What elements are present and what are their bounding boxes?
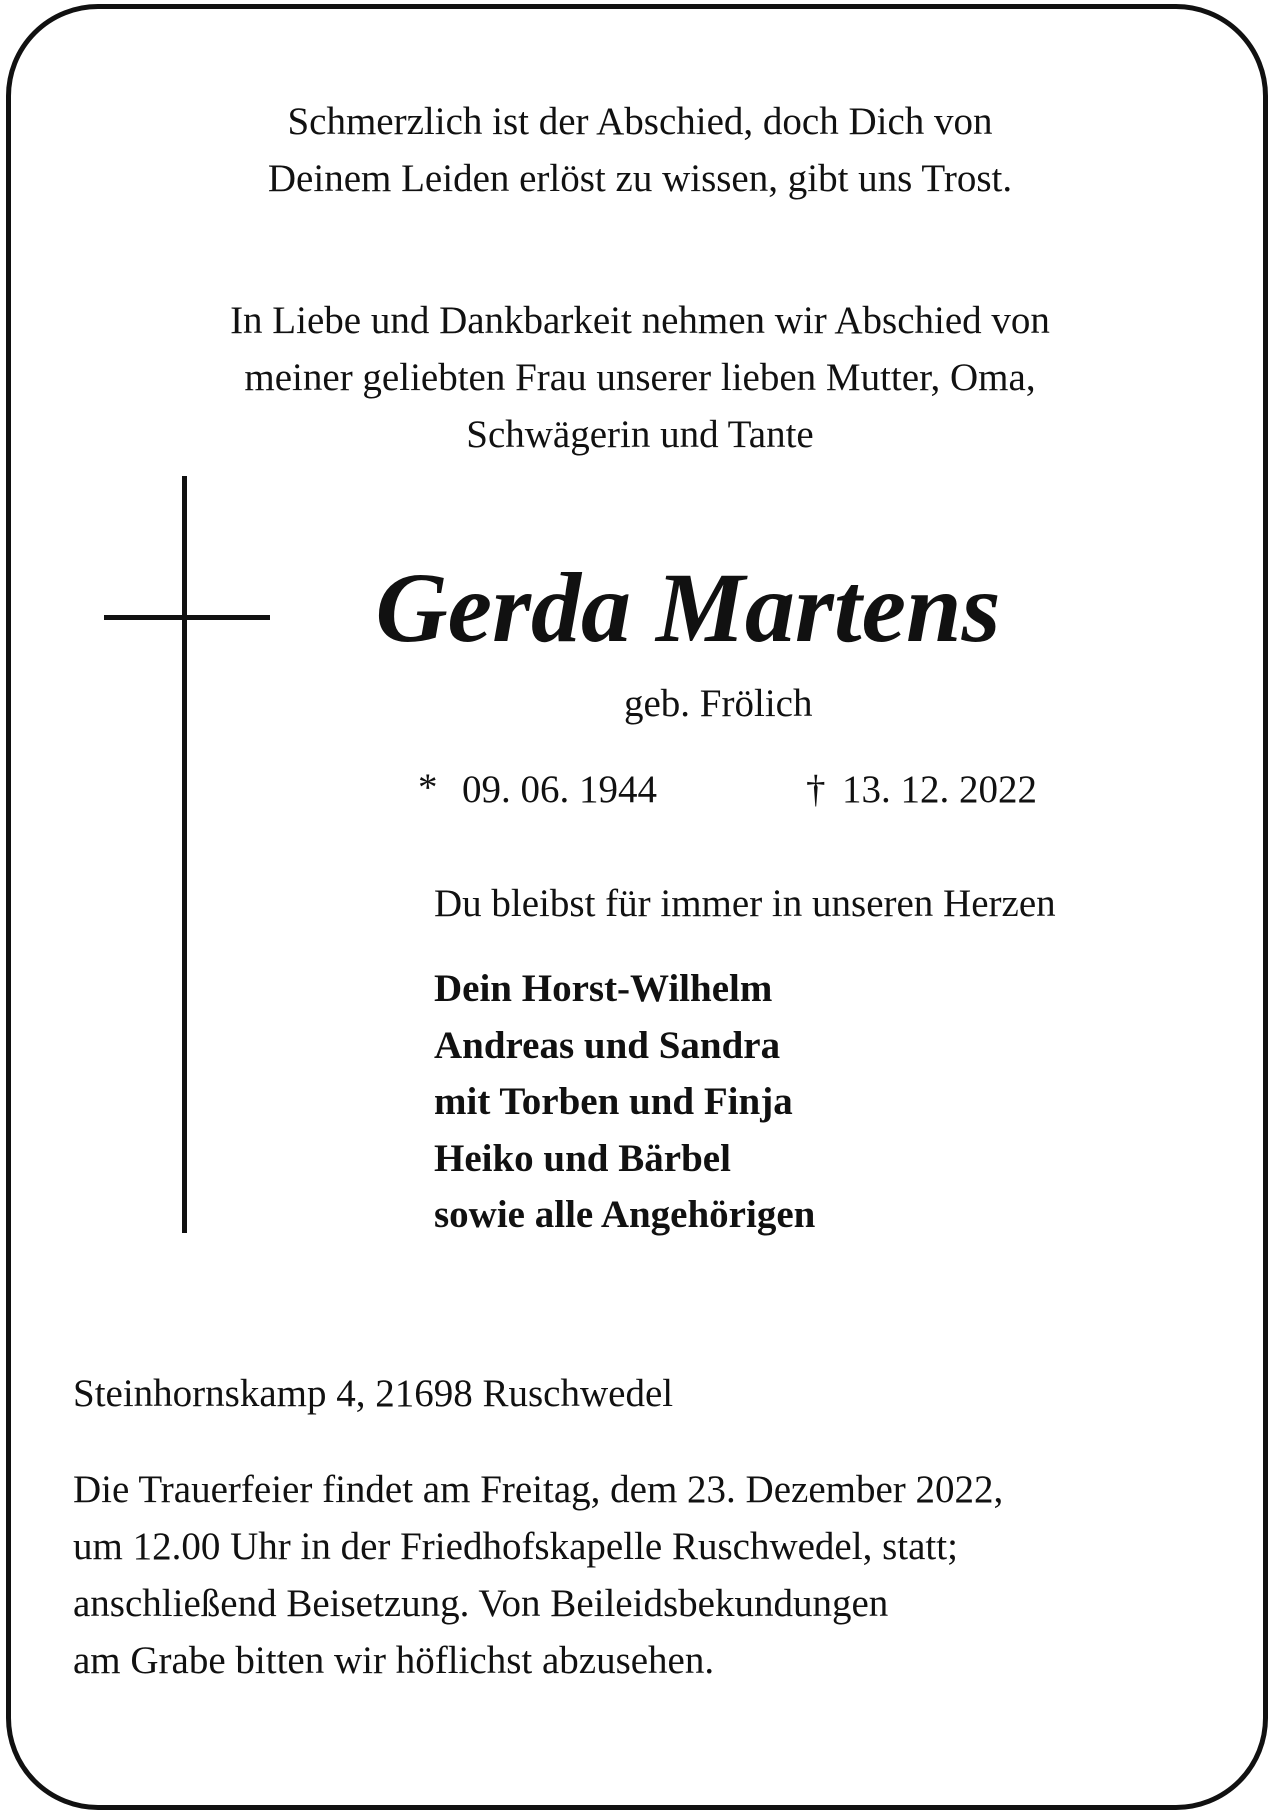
birth-mark: * bbox=[418, 766, 438, 809]
farewell-line-2: meiner geliebten Frau unserer lieben Mutter, Oma, bbox=[244, 356, 1036, 399]
deceased-name: Gerda Martens bbox=[375, 552, 1001, 663]
intro-line-2: Deinem Leiden erlöst zu wissen, gibt uns Trost. bbox=[267, 157, 1013, 200]
address: Steinhornskamp 4, 21698 Ruschwedel bbox=[73, 1372, 674, 1415]
funeral-info-line: anschließend Beisetzung. Von Beileidsbekundungen bbox=[73, 1582, 889, 1625]
funeral-info-line: Die Trauerfeier findet am Freitag, dem 23. Dezember 2022, bbox=[73, 1468, 1004, 1511]
death-date: 13. 12. 2022 bbox=[842, 768, 1037, 811]
funeral-info-line: um 12.00 Uhr in der Friedhofskapelle Ruschwedel, statt; bbox=[73, 1525, 958, 1568]
mourner-line: Dein Horst-Wilhelm bbox=[434, 967, 773, 1010]
mourner-line: Heiko und Bärbel bbox=[434, 1137, 731, 1180]
mourner-line: mit Torben und Finja bbox=[434, 1080, 793, 1123]
death-mark: † bbox=[806, 768, 826, 811]
motto: Du bleibst für immer in unseren Herzen bbox=[434, 882, 1056, 925]
farewell-line-3: Schwägerin und Tante bbox=[466, 413, 814, 456]
maiden-name: geb. Frölich bbox=[624, 682, 813, 725]
mourner-line: Andreas und Sandra bbox=[434, 1024, 781, 1067]
mourner-line: sowie alle Angehörigen bbox=[434, 1193, 816, 1236]
funeral-info-line: am Grabe bitten wir höflichst abzusehen. bbox=[73, 1639, 715, 1682]
farewell-line-1: In Liebe und Dankbarkeit nehmen wir Abschied von bbox=[230, 299, 1050, 342]
intro-line-1: Schmerzlich ist der Abschied, doch Dich von bbox=[287, 100, 993, 143]
birth-date: 09. 06. 1944 bbox=[462, 768, 657, 811]
